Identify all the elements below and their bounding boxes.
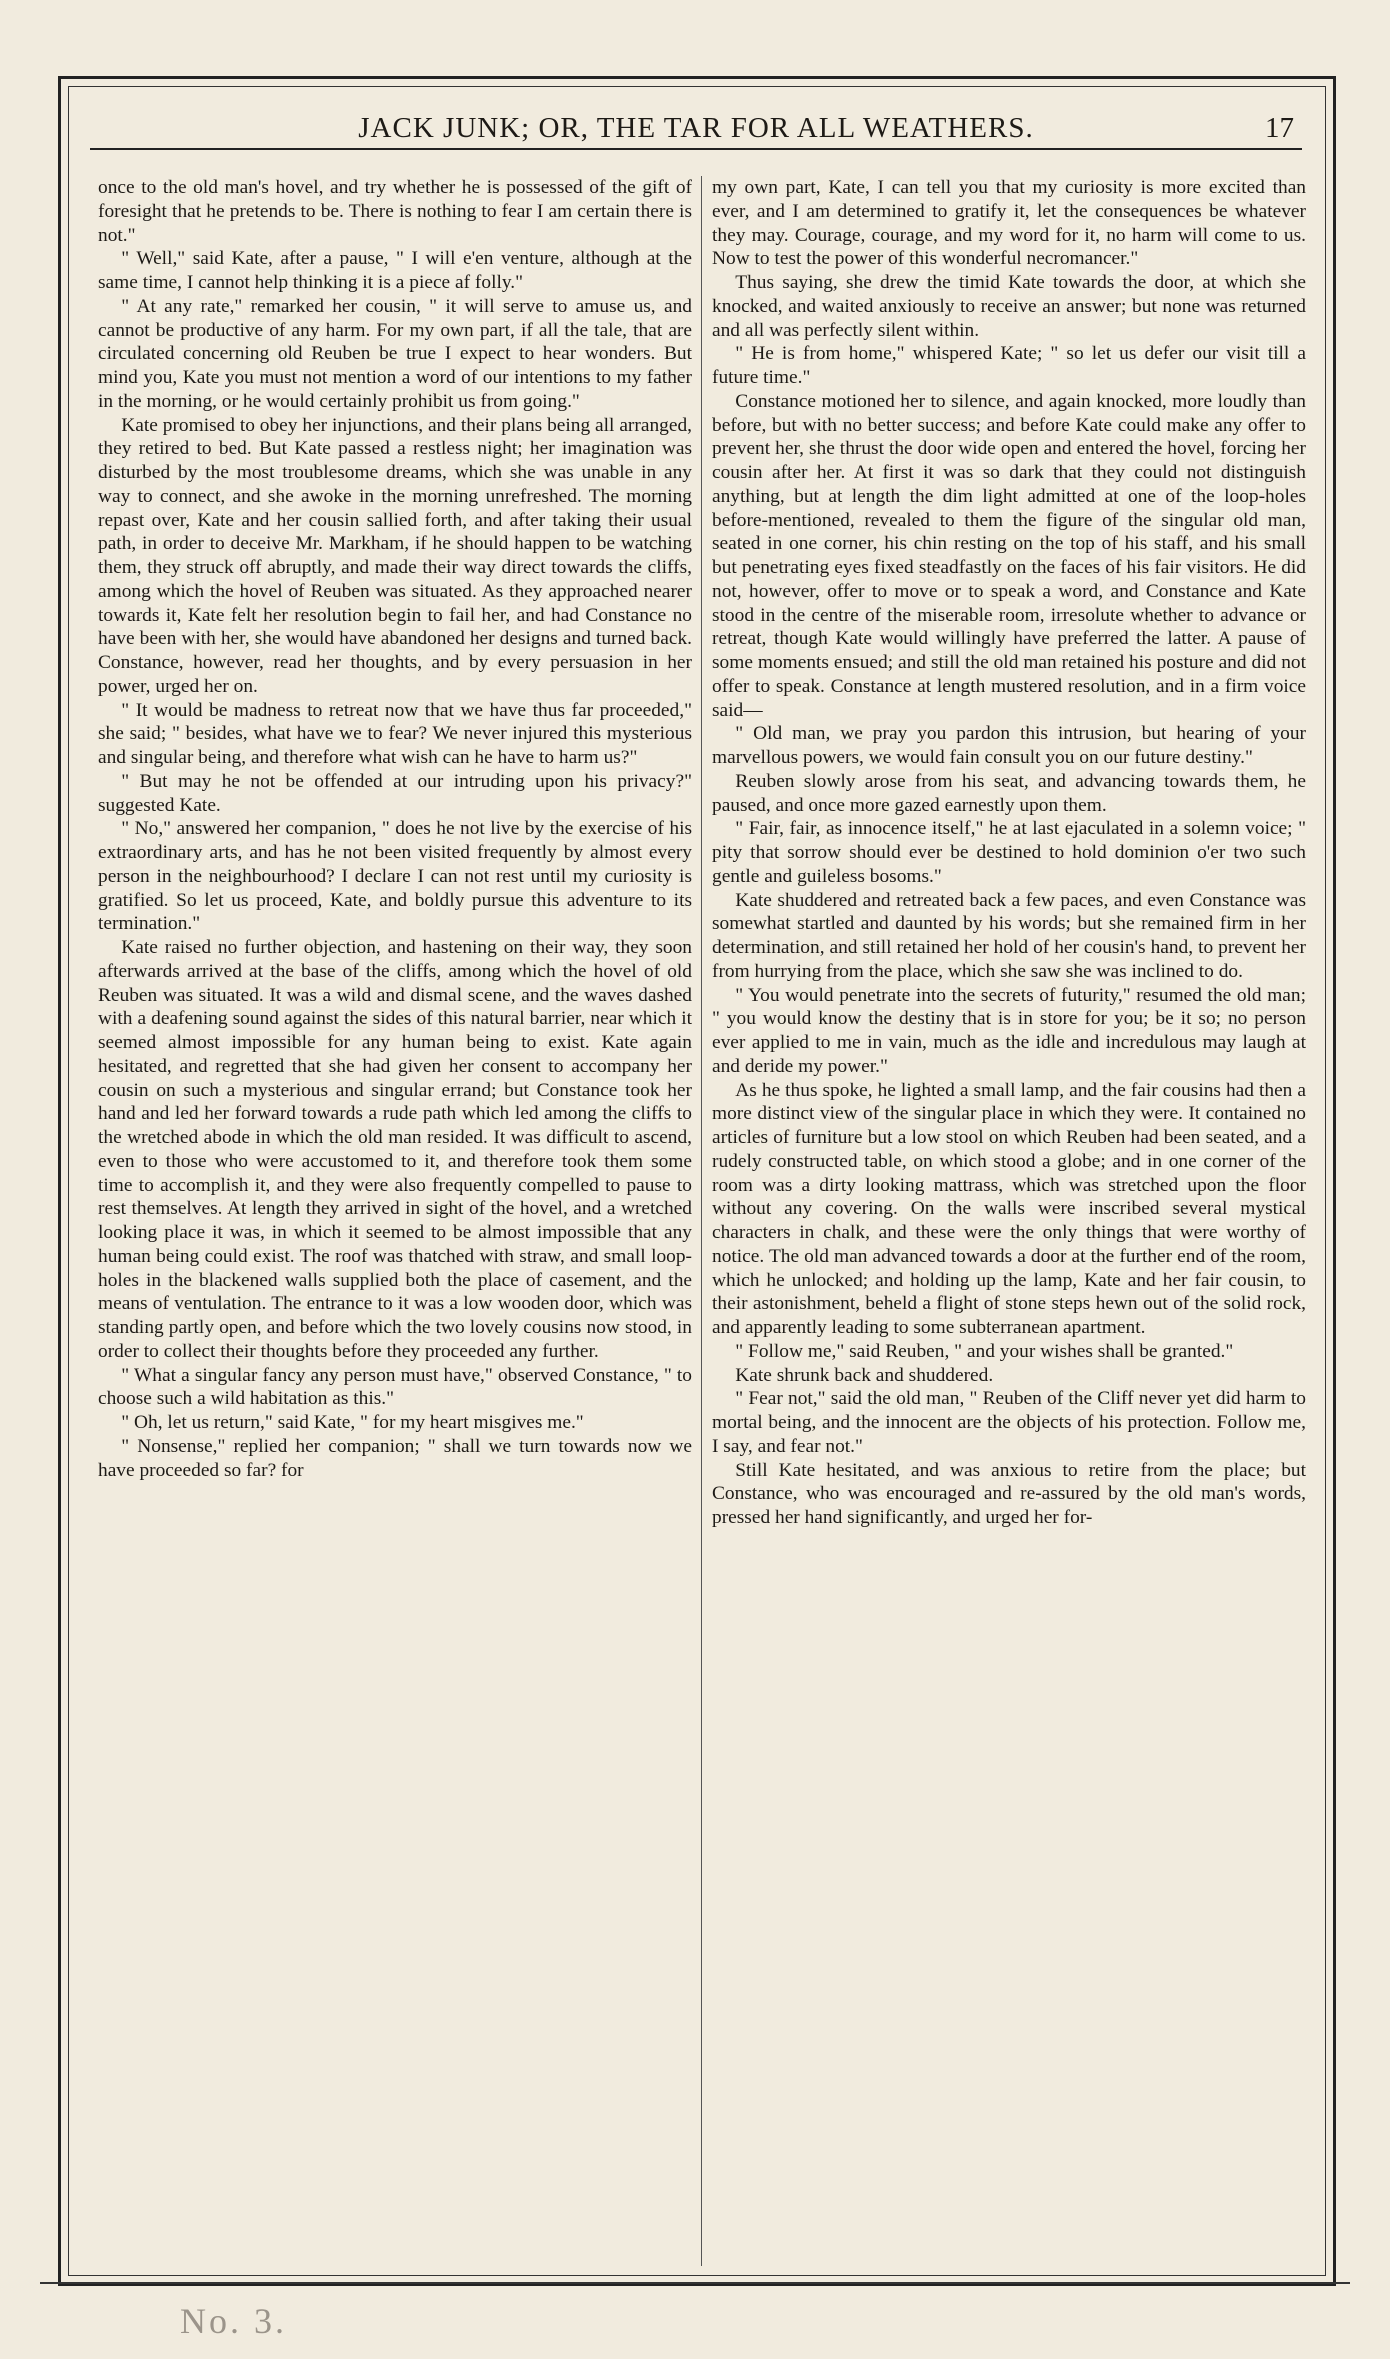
- paragraph: Kate promised to obey her injunctions, and their plans being all arranged, they retired to bed. But Kate passed a restless night; her imagination was disturbed by the most troublesome dreams, which she was unable in any way to connect, and she awoke in the morning unrefreshed. The morning repast over, Kate and her cousin sallied forth, and after taking their usual path, in order to deceive Mr. Markham, if he should happen to be watching them, they struck off abruptly, and made their way direct towards the cliffs, among which the hovel of Reuben was situated. As they approached nearer towards it, Kate felt her resolution begin to fail her, and had Constance no have been with her, she would have abandoned her designs and turned back. Constance, however, read her thoughts, and by every persuasion in her power, urged her on.: [98, 414, 692, 697]
- paragraph: Reuben slowly arose from his seat, and advancing towards them, he paused, and once more gazed earnestly upon them.: [712, 770, 1306, 816]
- paragraph: " Fear not," said the old man, " Reuben of the Cliff never yet did harm to mortal being, and the innocent are the objects of his protection. Follow me, I say, and fear not.": [712, 1388, 1306, 1457]
- page-header: [90, 108, 1302, 150]
- paragraph: " No," answered her companion, " does he not live by the exercise of his extraordinary arts, and has he not been visited frequently by almost every person in the neighbourhood? I declare I can not rest until my curiosity is gratified. So let us proceed, Kate, and boldly pursue this adventure to its termination.": [98, 818, 692, 935]
- paragraph: Still Kate hesitated, and was anxious to retire from the place; but Constance, who was encouraged and re-assured by the old man's words, pressed her hand significantly, and urged her for-: [712, 1459, 1306, 1528]
- paragraph: " You would penetrate into the secrets of futurity," resumed the old man; " you would know the destiny that is in store for you; be it so; no person ever applied to me in vain, much as the idle and incredulous may laugh at and deride my power.": [712, 984, 1306, 1077]
- paragraph: Kate shrunk back and shuddered.: [735, 1364, 994, 1386]
- paragraph: once to the old man's hovel, and try whether he is possessed of the gift of foresight that he pretends to be. There is nothing to fear I am certain there is not.": [98, 177, 692, 246]
- left-column: [98, 176, 692, 2266]
- paragraph: " He is from home," whispered Kate; " so let us defer our visit till a future time.": [712, 343, 1306, 388]
- paragraph: " At any rate," remarked her cousin, " it will serve to amuse us, and cannot be productive of any harm. For my own part, if all the tale, that are circulated concerning old Reuben be true I expect to hear wonders. But mind you, Kate you must not mention a word of our intentions to my father in the morning, or he would certainly prohibit us from going.": [98, 295, 692, 412]
- paragraph: Kate raised no further objection, and hastening on their way, they soon afterwards arrived at the base of the cliffs, among which the hovel of old Reuben was situated. It was a wild and dismal scene, and the waves dashed with a deafening sound against the sides of this natural barrier, near which it seemed almost impossible for any human being to exist. Kate again hesitated, and regretted that she had given her consent to accompany her cousin on such a mysterious and singular errand; but Constance took her hand and led her forward towards a rude path which led among the cliffs to the wretched abode in which the old man resided. It was difficult to ascend, even to those who were accustomed to it, and therefore took them some time to accomplish it, and they were also frequently compelled to pause to rest themselves. At length they arrived in sight of the hovel, and a wretched looking place it was, in which it seemed to be almost impossible that any human being could exist. The roof was thatched with straw, and small loop-holes in the blackened walls supplied both the place of casement, and the means of ventulation. The entrance to it was a low wooden door, which was standing partly open, and before which the two lovely cousins now stood, in order to collect their thoughts before they proceeded any further.: [98, 937, 692, 1362]
- paragraph: " But may he not be offended at our intruding upon his privacy?" suggested Kate.: [98, 770, 692, 816]
- bottom-rule: [40, 2282, 1350, 2284]
- paragraph: " Old man, we pray you pardon this intrusion, but hearing of your marvellous powers, we would fain consult you on our future destiny.": [712, 723, 1306, 768]
- right-column: [712, 176, 1306, 2266]
- paragraph: " What a singular fancy any person must have," observed Constance, " to choose such a wild habitation as this.": [98, 1364, 692, 1410]
- paragraph: Thus saying, she drew the timid Kate towards the door, at which she knocked, and waited anxiously to receive an answer; but none was returned and all was perfectly silent within.: [712, 272, 1306, 341]
- running-title: JACK JUNK; OR, THE TAR FOR ALL WEATHERS.: [358, 112, 1034, 144]
- issue-number-mark: No. 3.: [180, 2301, 287, 2341]
- paragraph: " Well," said Kate, after a pause, " I will e'en venture, although at the same time, I cannot help thinking it is a piece af folly.": [98, 248, 692, 293]
- paragraph: my own part, Kate, I can tell you that my curiosity is more excited than ever, and I am determined to gratify it, let the consequences be whatever they may. Courage, courage, and my word for it, no harm will come to us. Now to test the power of this wonderful necromancer.": [712, 177, 1306, 270]
- paragraph: Kate shuddered and retreated back a few paces, and even Constance was somewhat startled and daunted by his words; but she remained firm in her determination, and still retained her hold of her cousin's hand, to prevent her from hurrying from the place, which she saw she was inclined to do.: [712, 889, 1306, 982]
- paragraph: Constance motioned her to silence, and again knocked, more loudly than before, but with no better success; and before Kate could make any offer to prevent her, she thrust the door wide open and entered the hovel, forcing her cousin after her. At first it was so dark that they could not distinguish anything, but at length the dim light admitted at one of the loop-holes before-mentioned, revealed to them the figure of the singular old man, seated in one corner, his chin resting on the top of his staff, and his small but penetrating eyes fixed steadfastly on the faces of his fair visitors. He did not, however, offer to move or to speak a word, and Constance and Kate stood in the centre of the miserable room, irresolute whether to advance or retreat, though Kate would willingly have preferred the latter. A pause of some moments ensued; and still the old man retained his posture and did not offer to speak. Constance at length mustered resolution, and in a firm voice said—: [712, 390, 1306, 721]
- page-number: 17: [1265, 112, 1294, 144]
- paragraph: " Oh, let us return," said Kate, " for my heart misgives me.": [121, 1412, 584, 1433]
- paragraph: " It would be madness to retreat now that we have thus far proceeded," she said; " besides, what have we to fear? We never injured this mysterious and singular being, and therefore what wish can he have to harm us?": [98, 699, 692, 768]
- paragraph: " Nonsense," replied her companion; " shall we turn towards now we have proceeded so far? for: [98, 1435, 692, 1481]
- paragraph: As he thus spoke, he lighted a small lamp, and the fair cousins had then a more distinct view of the singular place in which they were. It contained no articles of furniture but a low stool on which Reuben had been seated, and a rudely constructed table, on which stood a globe; and in one corner of the room was a dirty looking mattrass, which was stretched upon the floor without any covering. On the walls were inscribed several mystical characters in chalk, and these were the only things that were worthy of notice. The old man advanced towards a door at the further end of the room, which he unlocked; and holding up the lamp, Kate and her fair cousin, to their astonishment, beheld a flight of stone steps hewn out of the solid rock, and apparently leading to some subterranean apartment.: [712, 1079, 1306, 1338]
- column-divider: [701, 176, 702, 2266]
- paragraph: " Follow me," said Reuben, " and your wishes shall be granted.": [735, 1340, 1234, 1362]
- paragraph: " Fair, fair, as innocence itself," he at last ejaculated in a solemn voice; " pity that sorrow should ever be destined to hold dominion o'er two such gentle and guileless bosoms.": [712, 818, 1306, 887]
